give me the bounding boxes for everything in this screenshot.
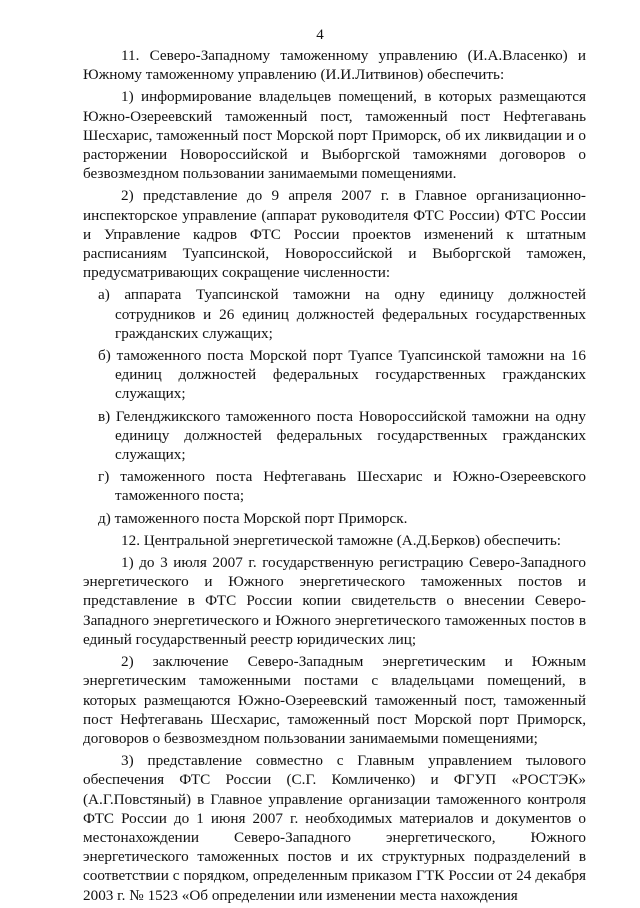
paragraph-item-11-2: 2) представление до 9 апреля 2007 г. в Главное организационно-инспекторское управление (аппарат руководителя ФТС России) ФТС России и Управление кадров ФТС России проектов изменений к штатным расписаниям Туапсинской, Новороссийской и Выборгской таможен, предусматривающих сокращение численности:: [83, 187, 586, 282]
paragraph-item-11-1: 1) информирование владельцев помещений, в которых размещаются Южно-Озереевский таможенный пост, таможенный пост Нефтегавань Шесхарис, таможенный пост Морской порт Приморск, об их ликвидации и о расторжении Новороссийской и Выборгской таможнями договоров о безвозмездном пользовании занимаемыми помещениями.: [83, 88, 586, 183]
subparagraph-v: в) Геленджикского таможенного поста Новороссийской таможни на одну единицу должностей федеральных государственных гражданских служащих;: [98, 407, 586, 464]
paragraph-item-11: 11. Северо-Западному таможенному управлению (И.А.Власенко) и Южному таможенному управлению (И.И.Литвинов) обеспечить:: [83, 47, 586, 84]
page-number: 4: [316, 27, 324, 43]
subparagraph-d: д) таможенного поста Морской порт Приморск.: [98, 509, 408, 527]
paragraph-item-12: 12. Центральной энергетической таможне (А.Д.Берков) обеспечить:: [121, 531, 562, 549]
paragraph-item-12-1: 1) до 3 июля 2007 г. государственную регистрацию Северо-Западного энергетического и Южного энергетического таможенных постов и представление в ФТС России копии свидетельств о внесении Северо-Западного энергетического и Южного энергетического таможенных постов в единый государственный реестр юридических лиц;: [83, 554, 586, 648]
subparagraph-g: г) таможенного поста Нефтегавань Шесхарис и Южно-Озереевского таможенного поста;: [98, 468, 586, 505]
subparagraph-b: б) таможенного поста Морской порт Туапсе Туапсинской таможни на 16 единиц должностей федеральных государственных гражданских служащих;: [98, 347, 586, 403]
document-body: [83, 46, 586, 908]
paragraph-item-12-2: 2) заключение Северо-Западным энергетическим и Южным энергетическим таможенными постами с владельцами помещений, в которых размещаются Южно-Озереевский таможенный пост, таможенный пост Нефтегавань Шесхарис, таможенный пост Морской порт Приморск, договоров о безвозмездном пользовании занимаемыми помещениями;: [83, 653, 586, 747]
subparagraph-a: а) аппарата Туапсинской таможни на одну единицу должностей сотрудников и 26 единиц должностей федеральных государственных гражданских служащих;: [98, 286, 586, 342]
paragraph-item-12-3: 3) представление совместно с Главным управлением тылового обеспечения ФТС России (С.Г. Комличенко) и ФГУП «РОСТЭК» (А.Г.Повстяный) в Главное управление организации таможенного контроля ФТС России до 1 июня 2007 г. необходимых материалов и документов о местонахождении Северо-Западного энергетического, Южного энергетического таможенных постов и их структурных подразделений в соответствии с порядком, определенным приказом ГТК России от 24 декабря 2003 г. № 1523 «Об определении или изменении места нахождения: [83, 752, 586, 904]
